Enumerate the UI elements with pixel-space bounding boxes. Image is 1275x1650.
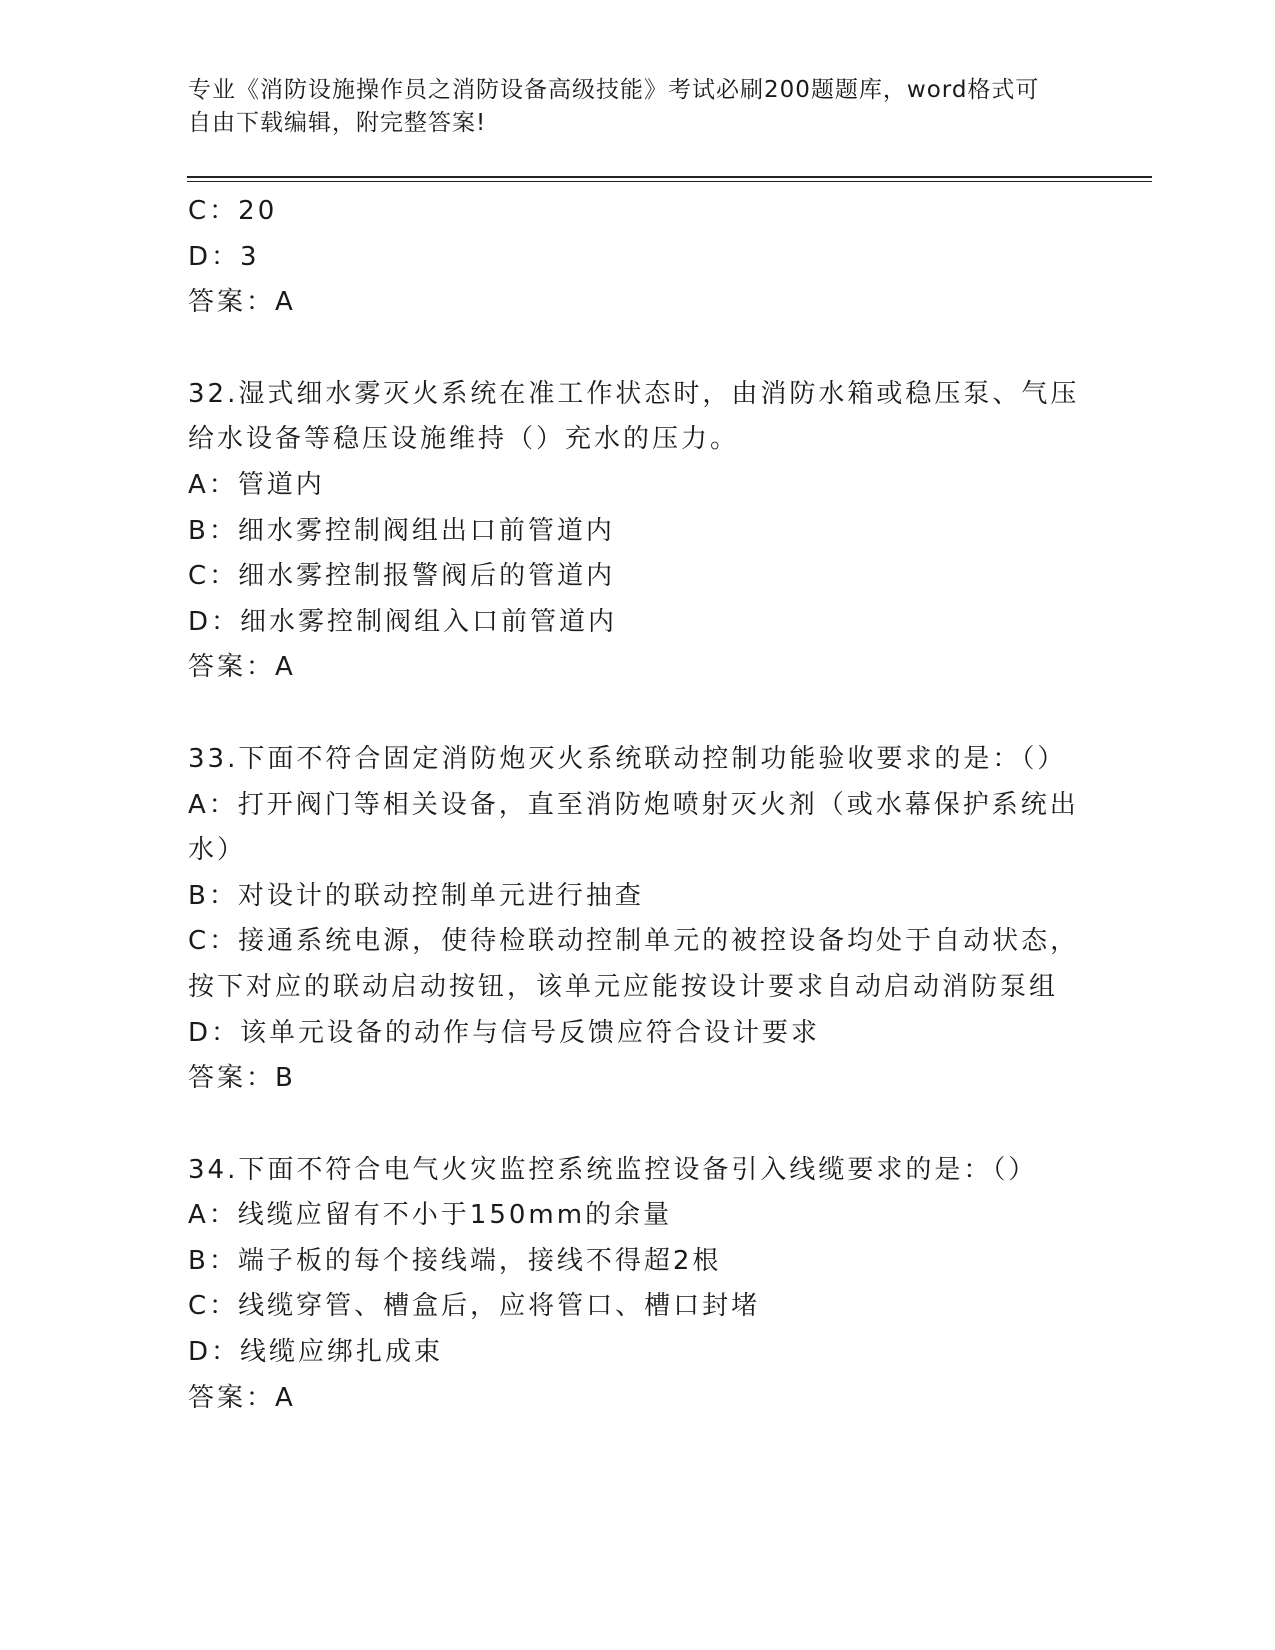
header-divider-thin <box>187 181 1152 182</box>
answer: 答案：A <box>188 652 296 683</box>
option-d: D：细水雾控制阀组入口前管道内 <box>188 606 618 637</box>
option-a-line: 水） <box>188 835 247 866</box>
option-c: C：线缆穿管、槽盒后，应将管口、槽口封堵 <box>188 1291 761 1322</box>
option-d: D：3 <box>188 241 260 272</box>
option-a: A：线缆应留有不小于150mm的余量 <box>188 1200 673 1231</box>
question-stem-line: 32.湿式细水雾灭火系统在准工作状态时，由消防水箱或稳压泵、气压 <box>188 378 1080 409</box>
question-stem-line: 给水设备等稳压设施维持（）充水的压力。 <box>188 424 740 455</box>
question-32 <box>188 372 1088 691</box>
question-33 <box>188 737 1088 1102</box>
document-header <box>188 74 1068 140</box>
question-content <box>188 189 1088 1421</box>
option-a: A：管道内 <box>188 469 325 500</box>
header-divider-thick <box>187 176 1152 178</box>
option-b: B：对设计的联动控制单元进行抽查 <box>188 880 644 911</box>
answer: 答案：A <box>188 1382 296 1413</box>
option-c: C：20 <box>188 196 278 226</box>
option-c: C：细水雾控制报警阀后的管道内 <box>188 561 616 592</box>
question-stem: 33.下面不符合固定消防炮灭火系统联动控制功能验收要求的是：（） <box>188 743 1067 774</box>
option-c-line: C：接通系统电源，使待检联动控制单元的被控设备均处于自动状态， <box>188 926 1080 957</box>
option-d: D：该单元设备的动作与信号反馈应符合设计要求 <box>188 1017 821 1048</box>
option-a-line: A：打开阀门等相关设备，直至消防炮喷射灭火剂（或水幕保护系统出 <box>188 789 1079 820</box>
header-line-2: 自由下载编辑，附完整答案! <box>188 110 487 136</box>
option-b: B：端子板的每个接线端，接线不得超2根 <box>188 1245 722 1276</box>
spacer <box>188 326 1088 372</box>
prev-question-block <box>188 189 1088 326</box>
answer: 答案：A <box>188 287 296 318</box>
answer: 答案：B <box>188 1063 296 1094</box>
question-stem: 34.下面不符合电气火灾监控系统监控设备引入线缆要求的是：（） <box>188 1154 1038 1185</box>
spacer <box>188 1102 1088 1148</box>
spacer <box>188 691 1088 737</box>
question-34 <box>188 1148 1088 1422</box>
option-c-line: 按下对应的联动启动按钮，该单元应能按设计要求自动启动消防泵组 <box>188 971 1059 1002</box>
header-line-1: 专业《消防设施操作员之消防设备高级技能》考试必刷200题题库，word格式可 <box>188 77 1040 103</box>
option-d: D：线缆应绑扎成束 <box>188 1337 444 1368</box>
option-b: B：细水雾控制阀组出口前管道内 <box>188 515 615 546</box>
